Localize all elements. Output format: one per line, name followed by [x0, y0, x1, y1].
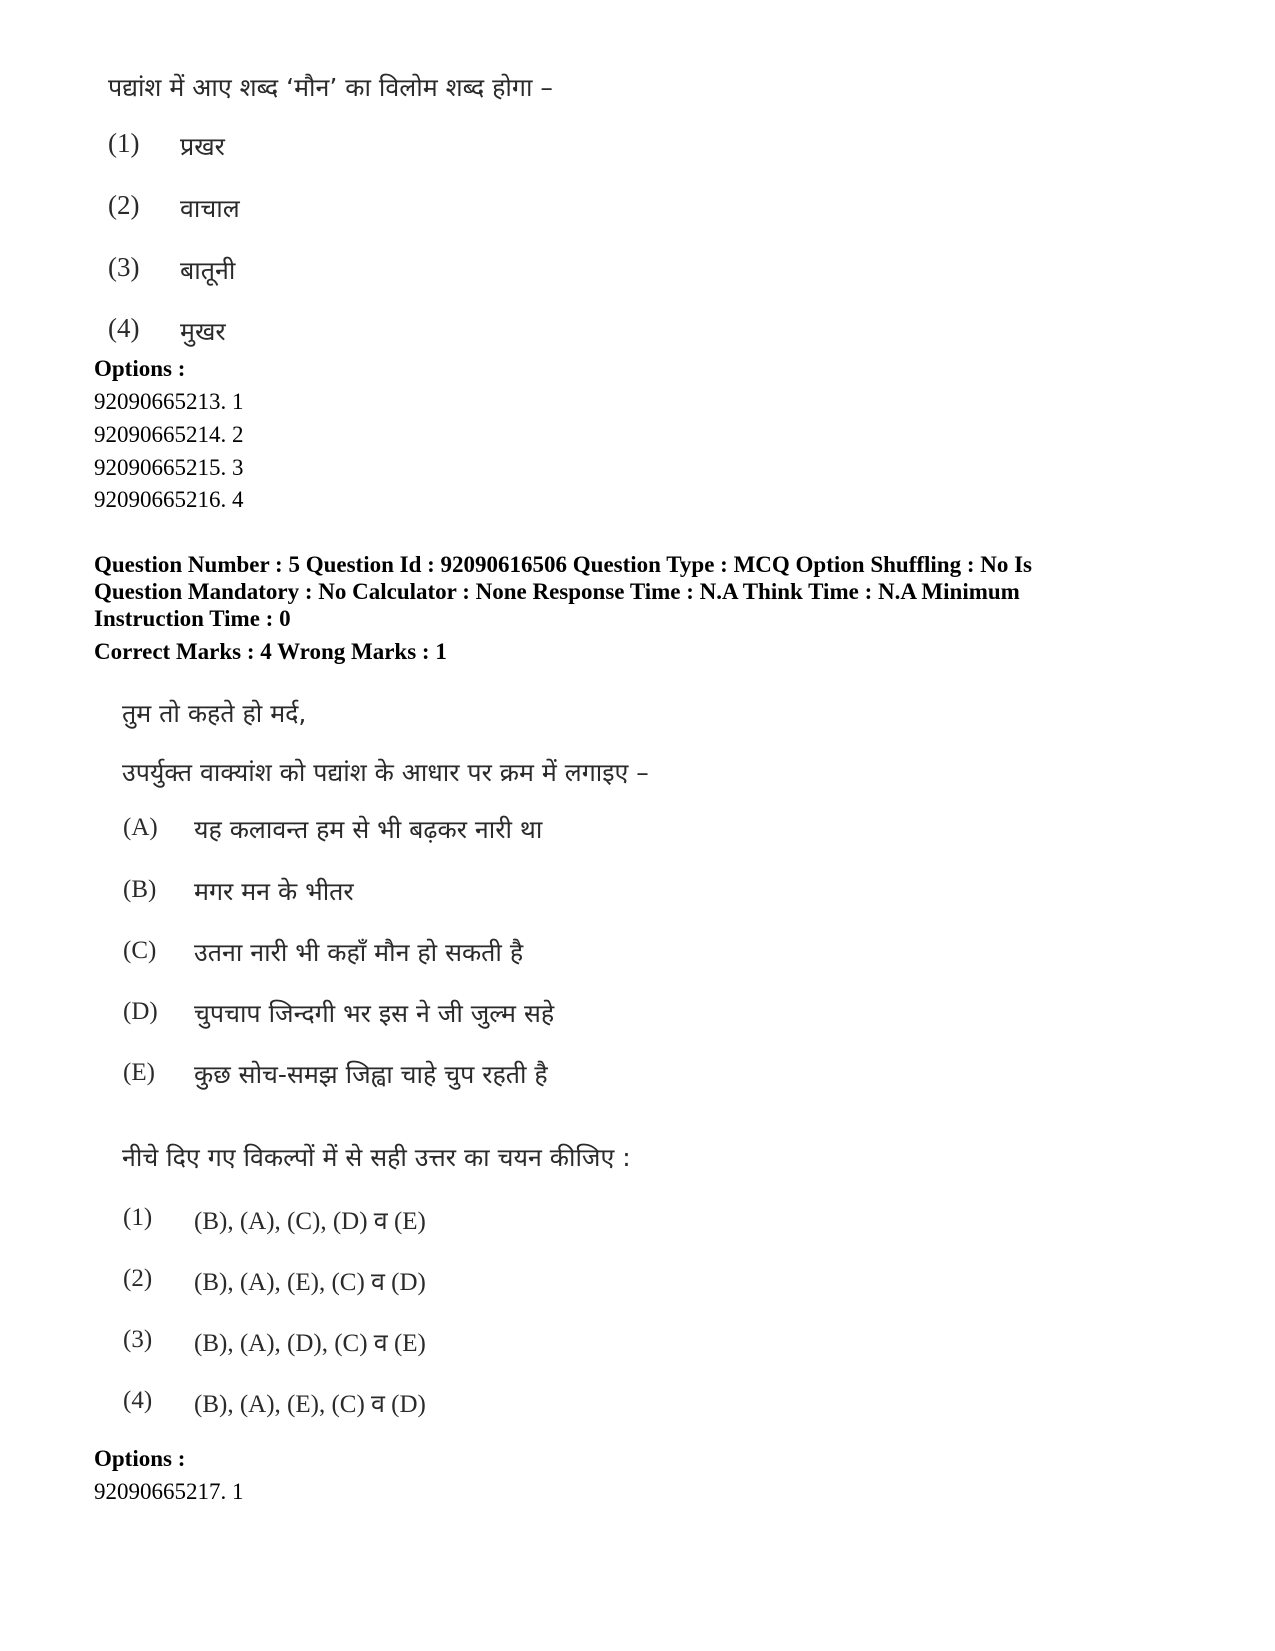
q5-option-id: 92090665217. 1	[94, 1479, 244, 1504]
q4-option-id: 92090665214. 2	[94, 422, 244, 447]
q4-choice-number: (4)	[108, 313, 140, 343]
q5-lead: तुम तो कहते हो मर्द,	[122, 699, 307, 728]
q4-option-id: 92090665213. 1	[94, 389, 244, 414]
q4-options-label: Options :	[94, 356, 186, 381]
q4-choice-text: मुखर	[180, 317, 226, 346]
q5-item-text: कुछ सोच-समझ जिह्वा चाहे चुप रहती है	[194, 1060, 548, 1089]
q5-choice-number: (4)	[123, 1387, 153, 1414]
q5-item-label: (C)	[123, 937, 157, 964]
q5-choice-text: (B), (A), (C), (D) व (E)	[194, 1208, 426, 1235]
q5-choice-number: (1)	[123, 1204, 153, 1231]
q5-meta-line: Instruction Time : 0	[94, 606, 291, 631]
q5-item-text: यह कलावन्त हम से भी बढ़कर नारी था	[194, 815, 543, 844]
q5-instruction: उपर्युक्त वाक्यांश को पद्यांश के आधार पर क्रम में लगाइए –	[122, 758, 649, 787]
q5-item-label: (A)	[123, 814, 158, 841]
q5-item-label: (B)	[123, 876, 157, 903]
q5-item-label: (E)	[123, 1059, 155, 1086]
q5-choice-text: (B), (A), (E), (C) व (D)	[194, 1269, 426, 1296]
q5-meta-line: Question Mandatory : No Calculator : None Response Time : N.A Think Time : N.A Minimum	[94, 579, 1020, 604]
q5-choice-text: (B), (A), (D), (C) व (E)	[194, 1330, 426, 1357]
q4-choice-text: प्रखर	[180, 132, 225, 161]
q5-marks: Correct Marks : 4 Wrong Marks : 1	[94, 639, 447, 664]
q5-select-prompt: नीचे दिए गए विकल्पों में से सही उत्तर का चयन कीजिए :	[122, 1143, 631, 1172]
q5-item-text: चुपचाप जिन्दगी भर इस ने जी जुल्म सहे	[194, 999, 555, 1028]
q4-stem: पद्यांश में आए शब्द ‘मौन’ का विलोम शब्द होगा –	[108, 73, 553, 102]
q5-item-text: मगर मन के भीतर	[194, 877, 354, 906]
q5-choice-number: (3)	[123, 1326, 153, 1353]
q4-choice-number: (2)	[108, 190, 140, 220]
q5-choice-number: (2)	[123, 1265, 153, 1292]
q4-choice-number: (3)	[108, 252, 140, 282]
q4-option-id: 92090665215. 3	[94, 455, 244, 480]
q5-choice-text: (B), (A), (E), (C) व (D)	[194, 1391, 426, 1418]
q5-options-label: Options :	[94, 1446, 186, 1471]
q5-meta-line: Question Number : 5 Question Id : 92090616506 Question Type : MCQ Option Shuffling : No Is	[94, 552, 1033, 577]
q4-choice-text: वाचाल	[180, 194, 240, 223]
q4-choice-number: (1)	[108, 128, 140, 158]
q4-choice-text: बातूनी	[180, 256, 236, 285]
q4-option-id: 92090665216. 4	[94, 487, 244, 512]
q5-item-text: उतना नारी भी कहाँ मौन हो सकती है	[194, 938, 524, 967]
q5-item-label: (D)	[123, 998, 158, 1025]
